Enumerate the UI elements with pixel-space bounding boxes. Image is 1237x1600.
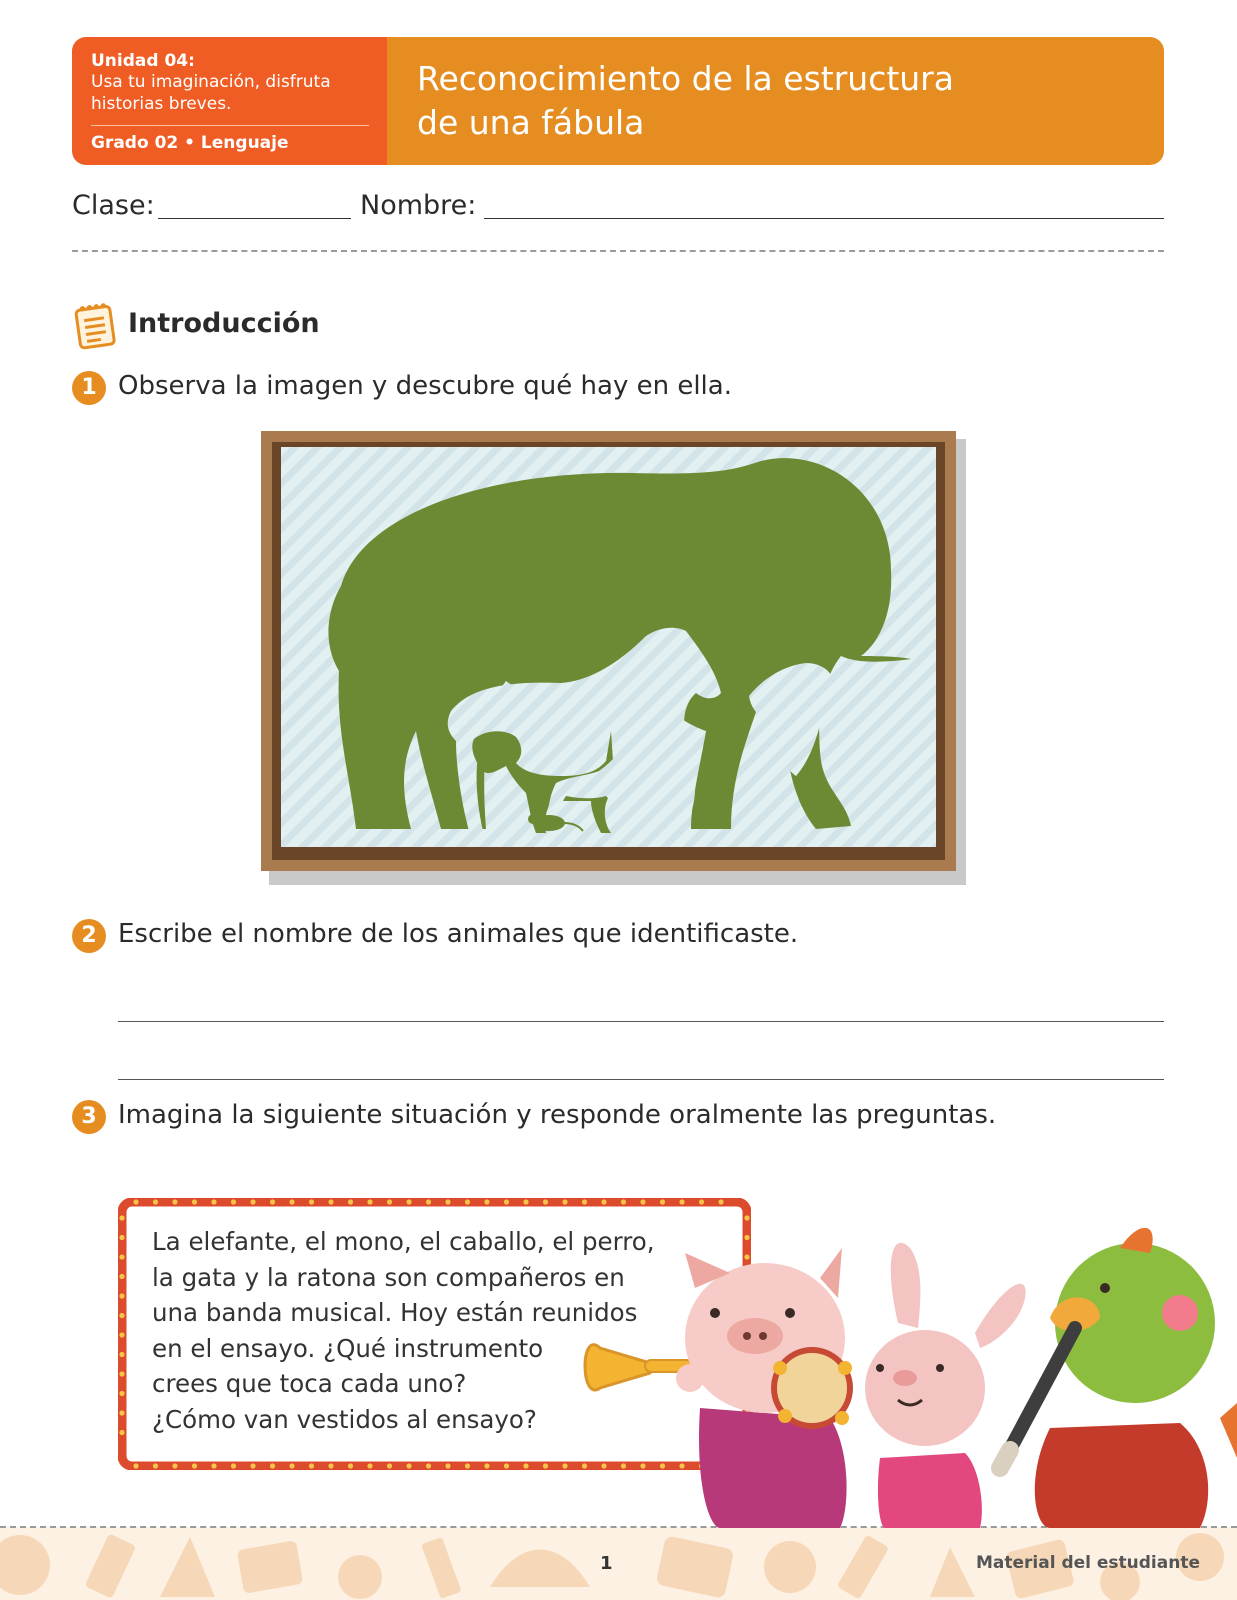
tambourine-icon bbox=[773, 1350, 852, 1426]
marquee-bulb bbox=[250, 1199, 255, 1204]
band-characters-illustration bbox=[580, 1228, 1237, 1528]
section-heading: Introducción bbox=[128, 308, 320, 339]
marquee-bulb bbox=[172, 1463, 177, 1468]
marquee-bulb bbox=[119, 1371, 124, 1376]
story-line: crees que toca cada uno? bbox=[152, 1369, 467, 1398]
marquee-bulb bbox=[504, 1199, 509, 1204]
marquee-bulb bbox=[153, 1463, 158, 1468]
story-line: una banda musical. Hoy están reunidos bbox=[152, 1298, 638, 1327]
marquee-bulb bbox=[192, 1463, 197, 1468]
marquee-bulb bbox=[119, 1274, 124, 1279]
marquee-bulb bbox=[523, 1199, 528, 1204]
marquee-bulb bbox=[367, 1199, 372, 1204]
marquee-bulb bbox=[465, 1199, 470, 1204]
marquee-bulb bbox=[523, 1463, 528, 1468]
student-info-fields bbox=[72, 188, 1164, 224]
answer-line-2[interactable] bbox=[118, 1079, 1164, 1080]
marquee-bulb bbox=[426, 1463, 431, 1468]
question-number-badge: 1 bbox=[72, 371, 106, 405]
marquee-bulb bbox=[582, 1199, 587, 1204]
marquee-bulb bbox=[133, 1199, 138, 1204]
marquee-bulb bbox=[660, 1199, 665, 1204]
marquee-bulb bbox=[465, 1463, 470, 1468]
marquee-bulb bbox=[445, 1199, 450, 1204]
name-field[interactable] bbox=[484, 218, 1164, 219]
story-line: en el ensayo. ¿Qué instrumento bbox=[152, 1333, 544, 1363]
marquee-bulb bbox=[211, 1199, 216, 1204]
marquee-bulb bbox=[231, 1463, 236, 1468]
marquee-bulb bbox=[348, 1199, 353, 1204]
marquee-bulb bbox=[153, 1199, 158, 1204]
marquee-bulb bbox=[119, 1430, 124, 1435]
marquee-bulb bbox=[484, 1463, 489, 1468]
worksheet-title-line-2: de una fábula bbox=[417, 103, 645, 142]
marquee-bulb bbox=[250, 1463, 255, 1468]
notepad-icon bbox=[72, 300, 120, 350]
question-text: Escribe el nombre de los animales que identificaste. bbox=[118, 919, 799, 949]
marquee-bulb bbox=[172, 1199, 177, 1204]
question-1 bbox=[72, 369, 1164, 409]
marquee-bulb bbox=[289, 1199, 294, 1204]
footer-label: Material del estudiante bbox=[975, 1553, 1200, 1573]
grade-subject: Grado 02 • Lenguaje bbox=[91, 133, 289, 153]
dashed-divider-top bbox=[72, 250, 1164, 252]
page-number: 1 bbox=[600, 1553, 613, 1574]
marquee-bulb bbox=[119, 1332, 124, 1337]
marquee-bulb bbox=[328, 1199, 333, 1204]
unit-description-line-2: historias breves. bbox=[91, 94, 232, 114]
framed-animal-silhouette-picture bbox=[261, 431, 972, 888]
marquee-bulb bbox=[562, 1199, 567, 1204]
marquee-bulb bbox=[119, 1235, 124, 1240]
title-panel bbox=[387, 37, 1164, 165]
marquee-bulb bbox=[211, 1463, 216, 1468]
marquee-bulb bbox=[309, 1199, 314, 1204]
marquee-bulb bbox=[679, 1199, 684, 1204]
worksheet-title-line-1: Reconocimiento de la estructura bbox=[417, 59, 954, 98]
story-line: ¿Cómo van vestidos al ensayo? bbox=[152, 1404, 537, 1434]
marquee-bulb bbox=[367, 1463, 372, 1468]
parrot-character bbox=[1000, 1228, 1237, 1528]
marquee-bulb bbox=[119, 1352, 124, 1357]
question-number-badge: 3 bbox=[72, 1100, 106, 1134]
worksheet-header bbox=[72, 37, 1164, 165]
answer-line-1[interactable] bbox=[118, 1021, 1164, 1022]
marquee-bulb bbox=[640, 1199, 645, 1204]
marquee-bulb bbox=[387, 1463, 392, 1468]
story-line: La elefante, el mono, el caballo, el perro, bbox=[152, 1227, 655, 1256]
marquee-bulb bbox=[348, 1463, 353, 1468]
marquee-bulb bbox=[119, 1391, 124, 1396]
marquee-bulb bbox=[231, 1199, 236, 1204]
marquee-bulb bbox=[699, 1199, 704, 1204]
marquee-bulb bbox=[718, 1199, 723, 1204]
marquee-bulb bbox=[119, 1410, 124, 1415]
marquee-bulb bbox=[543, 1199, 548, 1204]
marquee-bulb bbox=[289, 1463, 294, 1468]
marquee-bulb bbox=[309, 1463, 314, 1468]
marquee-bulb bbox=[406, 1463, 411, 1468]
rabbit-character bbox=[865, 1243, 1026, 1528]
marquee-bulb bbox=[119, 1313, 124, 1318]
marquee-bulb bbox=[562, 1463, 567, 1468]
name-label: Nombre: bbox=[360, 190, 477, 221]
class-field[interactable] bbox=[158, 218, 351, 219]
marquee-bulb bbox=[744, 1215, 749, 1220]
marquee-bulb bbox=[133, 1463, 138, 1468]
marquee-bulb bbox=[484, 1199, 489, 1204]
marquee-bulb bbox=[119, 1215, 124, 1220]
marquee-bulb bbox=[119, 1293, 124, 1298]
unit-number: Unidad 04: bbox=[91, 51, 195, 71]
question-number-badge: 2 bbox=[72, 919, 106, 953]
marquee-bulb bbox=[387, 1199, 392, 1204]
marquee-bulb bbox=[621, 1199, 626, 1204]
marquee-bulb bbox=[119, 1254, 124, 1259]
marquee-bulb bbox=[270, 1199, 275, 1204]
question-text: Observa la imagen y descubre qué hay en ella. bbox=[118, 371, 732, 401]
question-text: Imagina la siguiente situación y responde oralmente las preguntas. bbox=[118, 1100, 997, 1130]
question-3 bbox=[72, 1098, 1164, 1138]
story-line: la gata y la ratona son compañeros en bbox=[152, 1262, 625, 1292]
unit-description-line-1: Usa tu imaginación, disfruta bbox=[91, 72, 331, 92]
marquee-bulb bbox=[426, 1199, 431, 1204]
question-2 bbox=[72, 917, 1164, 957]
marquee-bulb bbox=[270, 1463, 275, 1468]
marquee-bulb bbox=[328, 1463, 333, 1468]
unit-divider bbox=[91, 125, 369, 126]
unit-panel bbox=[72, 37, 387, 165]
marquee-bulb bbox=[543, 1463, 548, 1468]
class-label: Clase: bbox=[72, 190, 155, 221]
marquee-bulb bbox=[192, 1199, 197, 1204]
marquee-bulb bbox=[504, 1463, 509, 1468]
marquee-bulb bbox=[445, 1463, 450, 1468]
marquee-bulb bbox=[601, 1199, 606, 1204]
marquee-bulb bbox=[406, 1199, 411, 1204]
